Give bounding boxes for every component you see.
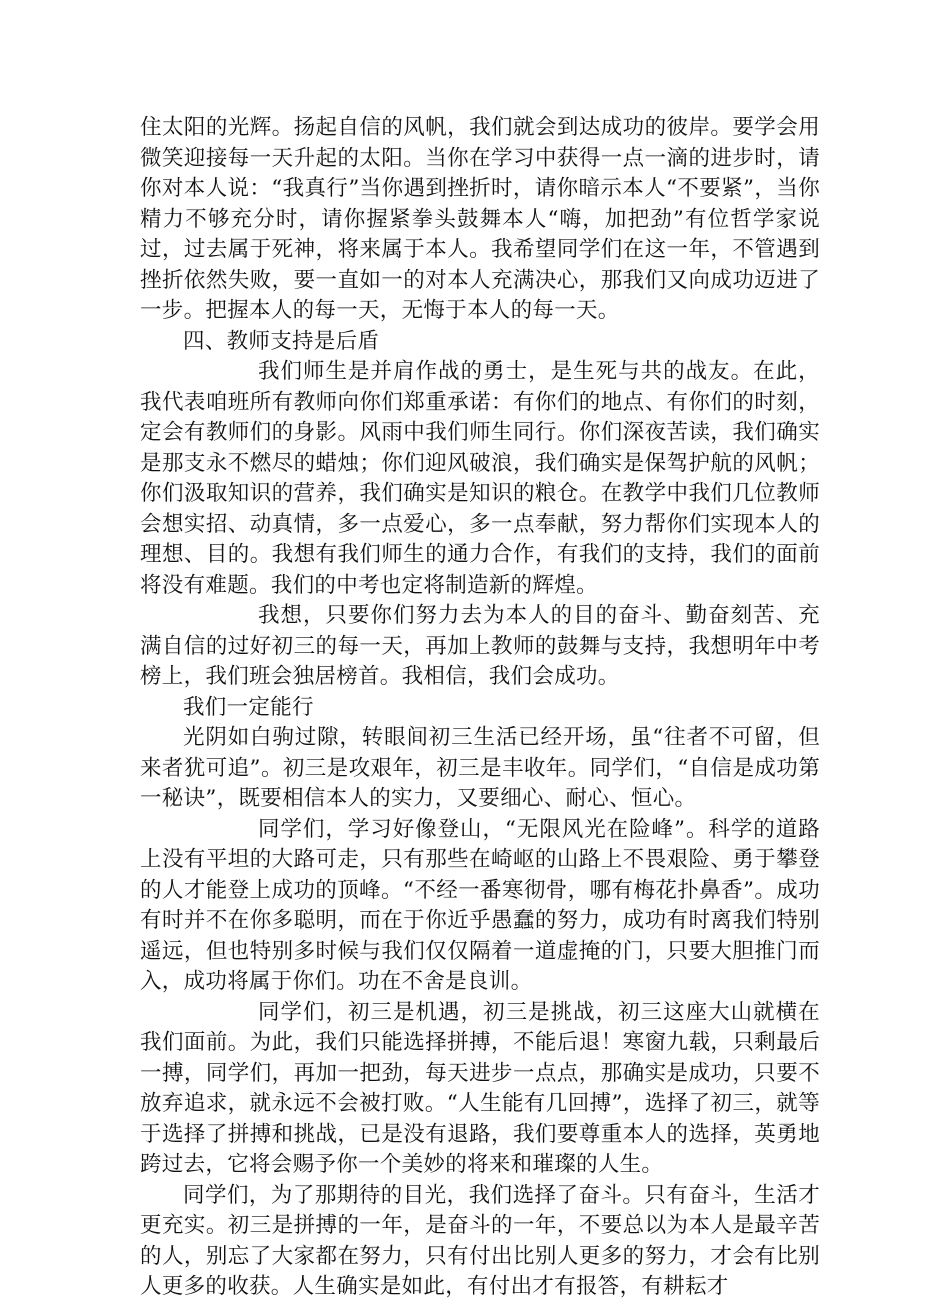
paragraph-time-flies: 光阴如白驹过隙，转眼间初三生活已经开场，虽“往者不可留，但来者犹可追”。初三是攻艰年，初三是丰收年。同学们，“自信是成功第一秘诀”，既要相信本人的实力，又要细心、耐心、恒心。 [140,725,820,811]
paragraph-opportunity: 同学们，初三是机遇，初三是挑战，初三这座大山就横在我们面前。为此，我们只能选择拼搏，不能后退！寒窗九载，只剩最后一搏，同学们，再加一把劲，每天进步一点点，那确实是成功，只要不放弃追求，就永远不会被打败。“人生能有几回搏”，选择了初三，就等于选择了拼搏和挑战，已是没有退路，我们要尊重本人的选择，英勇地跨过去，它将会赐予你一个美妙的将来和璀璨的人生。 [140,999,820,1177]
paragraph-hope: 我想，只要你们努力去为本人的目的奋斗、勤奋刻苦、充满自信的过好初三的每一天，再加上教师的鼓舞与支持，我想明年中考榜上，我们班会独居榜首。我相信，我们会成功。 [140,603,820,689]
paragraph-continuation: 住太阳的光辉。扬起自信的风帆，我们就会到达成功的彼岸。要学会用微笑迎接每一天升起的太阳。当你在学习中获得一点一滴的进步时，请你对本人说：“我真行”当你遇到挫折时，请你暗示本人“不要紧”，当你精力不够充分时，请你握紧拳头鼓舞本人“嗨，加把劲”有位哲学家说过，过去属于死神，将来属于本人。我希望同学们在这一年，不管遇到挫折依然失败，要一直如一的对本人充满决心，那我们又向成功迈进了一步。把握本人的每一天，无悔于本人的每一天。 [140,115,820,323]
document-body [140,113,820,1303]
section-heading-teacher-support: 四、教师支持是后盾 [183,328,380,354]
paragraph-teacher-promise: 我们师生是并肩作战的勇士，是生死与共的战友。在此，我代表咱班所有教师向你们郑重承诺：有你们的地点、有你们的时刻，定会有教师们的身影。风雨中我们师生同行。你们深夜苦读，我们确实是那支永不燃尽的蜡烛；你们迎风破浪，我们确实是保驾护航的风帆；你们汲取知识的营养，我们确实是知识的粮仓。在教学中我们几位教师会想实招、动真情，多一点爱心，多一点奉献，努力帮你们实现本人的理想、目的。我想有我们师生的通力合作，有我们的支持，我们的面前将没有难题。我们的中考也定将制造新的辉煌。 [140,359,820,598]
section-heading-we-can-do-it: 我们一定能行 [183,694,314,720]
paragraph-struggle: 同学们，为了那期待的目光，我们选择了奋斗。只有奋斗，生活才更充实。初三是拼搏的一年，是奋斗的一年，不要总以为本人是最辛苦的人，别忘了大家都在努力，只有付出比别人更多的努力，才会有比别人更多的收获。人生确实是如此，有付出才有报答，有耕耘才 [140,1182,820,1299]
paragraph-climbing: 同学们，学习好像登山，“无限风光在险峰”。科学的道路上没有平坦的大路可走，只有那些在崎岖的山路上不畏艰险、勇于攀登的人才能登上成功的顶峰。“不经一番寒彻骨，哪有梅花扑鼻香”。成功有时并不在你多聪明，而在于你近乎愚蠢的努力，成功有时离我们特别遥远，但也特别多时候与我们仅仅隔着一道虚掩的门，只要大胆推门而入，成功将属于你们。功在不舍是良训。 [140,816,820,994]
